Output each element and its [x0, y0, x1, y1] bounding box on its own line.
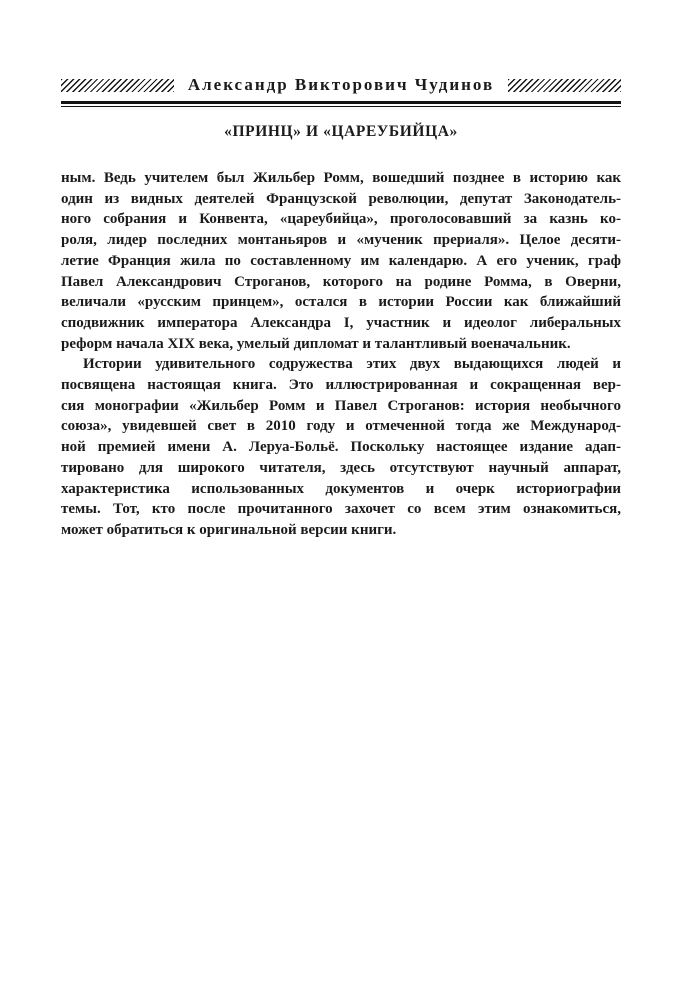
rule-thick — [61, 101, 621, 104]
text-line: Павел Александрович Строганов, которого на родине Ромма, в Оверни, — [61, 273, 621, 290]
page-header — [61, 76, 621, 94]
text-line: ного собрания и Конвента, «цареубийца», проголосовавший за казнь ко- — [61, 211, 621, 228]
author-name: Александр Викторович Чудинов — [187, 75, 495, 94]
chapter-title: «ПРИНЦ» И «ЦАРЕУБИЙЦА» — [224, 123, 458, 140]
text-line: сия монографии «Жильбер Ромм и Павел Строганов: история необычного — [61, 397, 621, 414]
paragraph — [61, 168, 621, 354]
text-line: характеристика использованных документов и очерк историографии — [61, 480, 621, 497]
body-text — [61, 168, 621, 541]
text-line: посвящена настоящая книга. Это иллюстрированная и сокращенная вер- — [61, 377, 621, 394]
text-line: союза», увидевшей свет в 2010 году и отмеченной тогда же Международ- — [61, 418, 621, 435]
text-line: один из видных деятелей Французской революции, депутат Законодатель- — [61, 190, 621, 207]
hatch-ornament-left-icon — [61, 79, 174, 92]
text-line: ной премией имени А. Леруа-Больё. Поскольку настоящее издание адап- — [61, 439, 621, 456]
text-line: темы. Тот, кто после прочитанного захочет со всем этим ознакомиться, — [61, 501, 621, 518]
text-line: сподвижник императора Александра I, участник и идеолог либеральных — [61, 314, 621, 331]
text-line: летие Франция жила по составленному им календарю. А его ученик, граф — [61, 252, 621, 269]
hatch-ornament-right-icon — [508, 79, 621, 92]
double-rule — [61, 101, 621, 107]
text-line: величали «русским принцем», остался в истории России как ближайший — [61, 294, 621, 311]
text-line: ным. Ведь учителем был Жильбер Ромм, вошедший позднее в историю как — [61, 170, 621, 186]
text-line: роля, лидер последних монтаньяров и «мученик прериаля». Целое десяти- — [61, 232, 621, 249]
text-line: может обратиться к оригинальной версии книги. — [61, 521, 397, 538]
rule-thin — [61, 106, 621, 107]
text-line: тировано для широкого читателя, здесь отсутствуют научный аппарат, — [61, 459, 621, 476]
text-line: реформ начала XIX века, умелый дипломат и талантливый военачальник. — [61, 335, 571, 352]
text-line: Истории удивительного содружества этих двух выдающихся людей и — [83, 356, 621, 373]
paragraph — [61, 354, 621, 540]
